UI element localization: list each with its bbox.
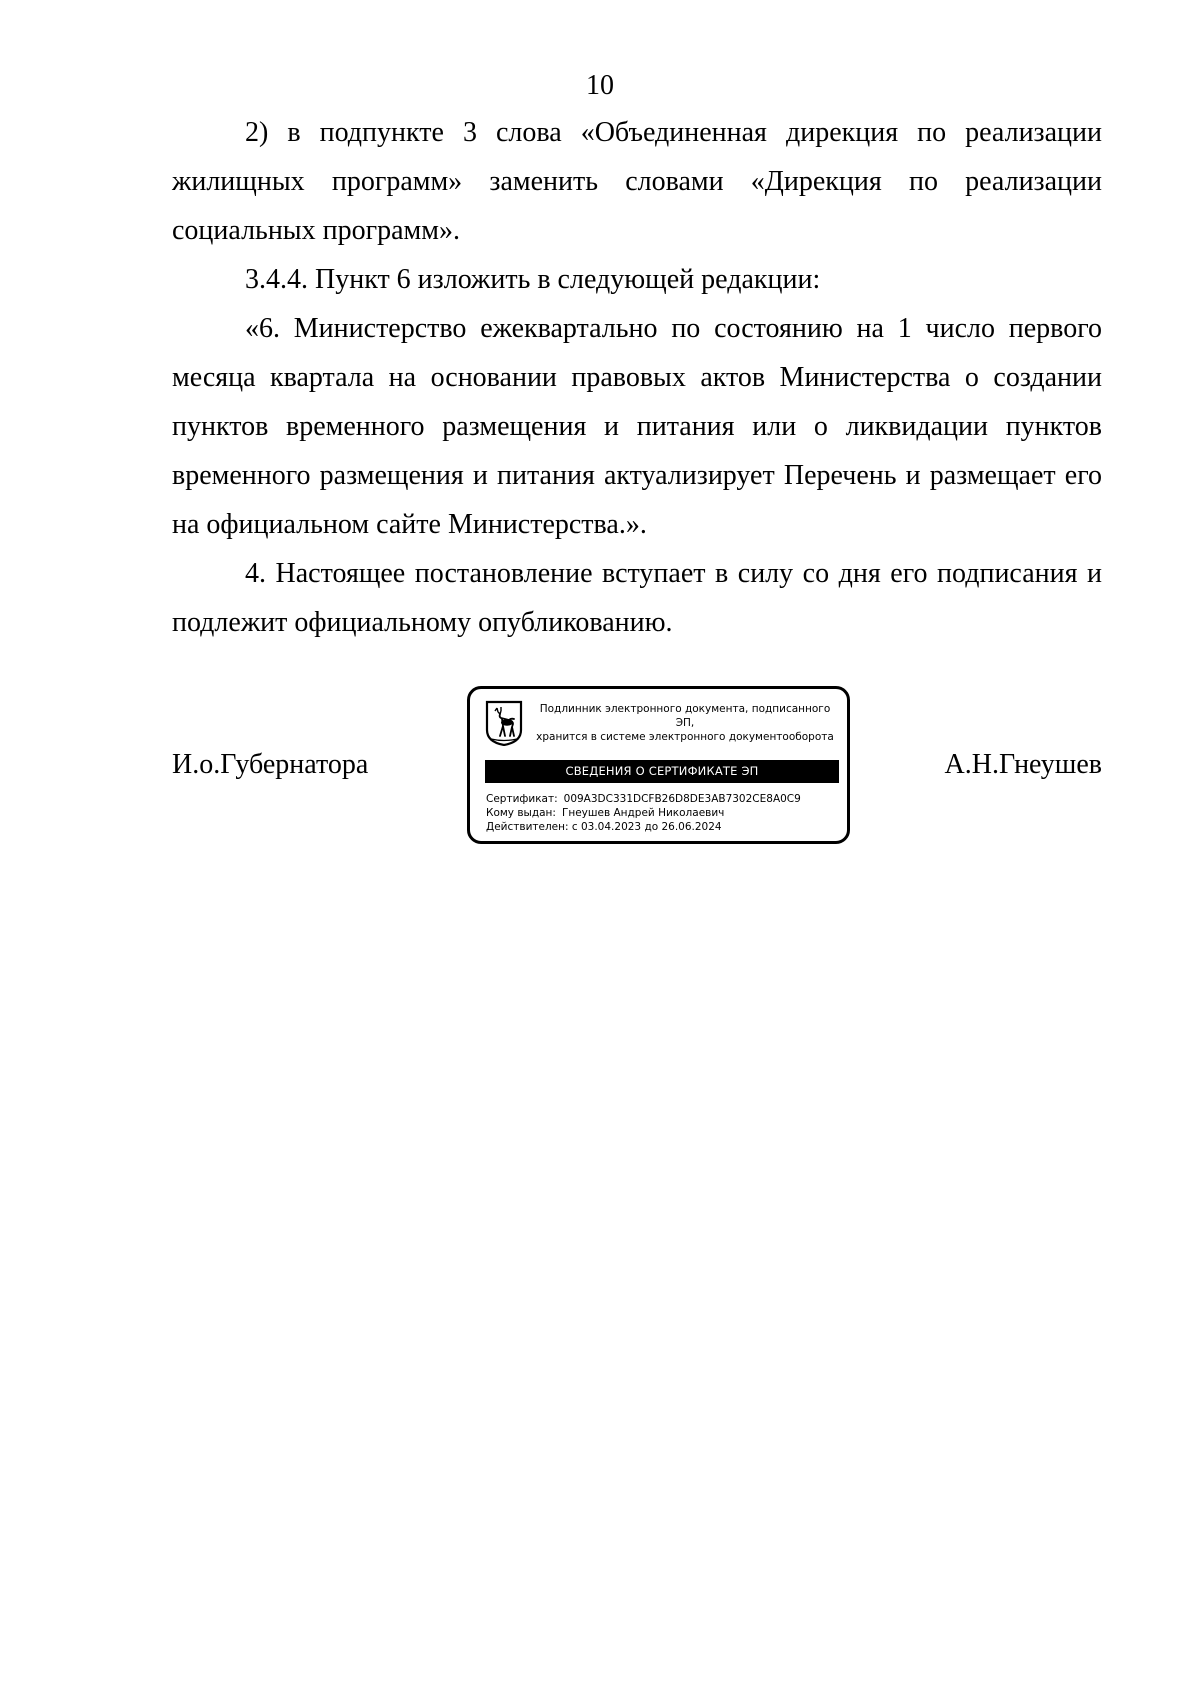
certificate-line [486,792,836,806]
signatory-name: А.Н.Гнеушев [944,749,1102,780]
validity-line: Действителен: с 03.04.2023 до 26.06.2024 [486,821,722,833]
certificate-label: Сертификат: [486,793,558,805]
issued-to-label: Кому выдан: [486,807,556,819]
stamp-header-line-2: хранится в системе электронного документооборота [536,731,834,743]
paragraph-3-4-4: 3.4.4. Пункт 6 изложить в следующей редакции: [245,264,821,295]
certificate-value: 009A3DC331DCFB26D8DE3AB7302CE8A0C9 [563,793,801,805]
paragraph-point-4: 4. Настоящее постановление вступает в силу со дня его подписания и подлежит официальному опубликованию. [172,558,1102,638]
electronic-signature-stamp [467,686,850,844]
stamp-certificate-bar: СВЕДЕНИЯ О СЕРТИФИКАТЕ ЭП [485,760,839,783]
nizhny-novgorod-deer-emblem-icon [485,700,523,746]
page-number: 10 [586,70,614,101]
issued-to-value: Гнеушев Андрей Николаевич [561,807,725,819]
stamp-header-line-1: Подлинник электронного документа, подписанного ЭП, [539,703,831,729]
stamp-header [530,702,840,744]
issued-to-line [486,806,836,820]
signatory-title: И.о.Губернатора [172,749,369,780]
paragraph-point-6: «6. Министерство ежеквартально по состоянию на 1 число первого месяца квартала на основании правовых актов Министерства о создании пунктов временного размещения и питания или о ликвидации пунктов временного размещения и питания актуализирует Перечень и размещает его на официальном сайте Министерства.». [172,313,1102,540]
paragraph-subpoint-2: 2) в подпункте 3 слова «Объединенная дирекция по реализации жилищных программ» заменить словами «Дирекция по реализации социальных программ». [172,117,1102,246]
stamp-certificate-details [486,792,836,834]
document-body [172,108,1102,647]
